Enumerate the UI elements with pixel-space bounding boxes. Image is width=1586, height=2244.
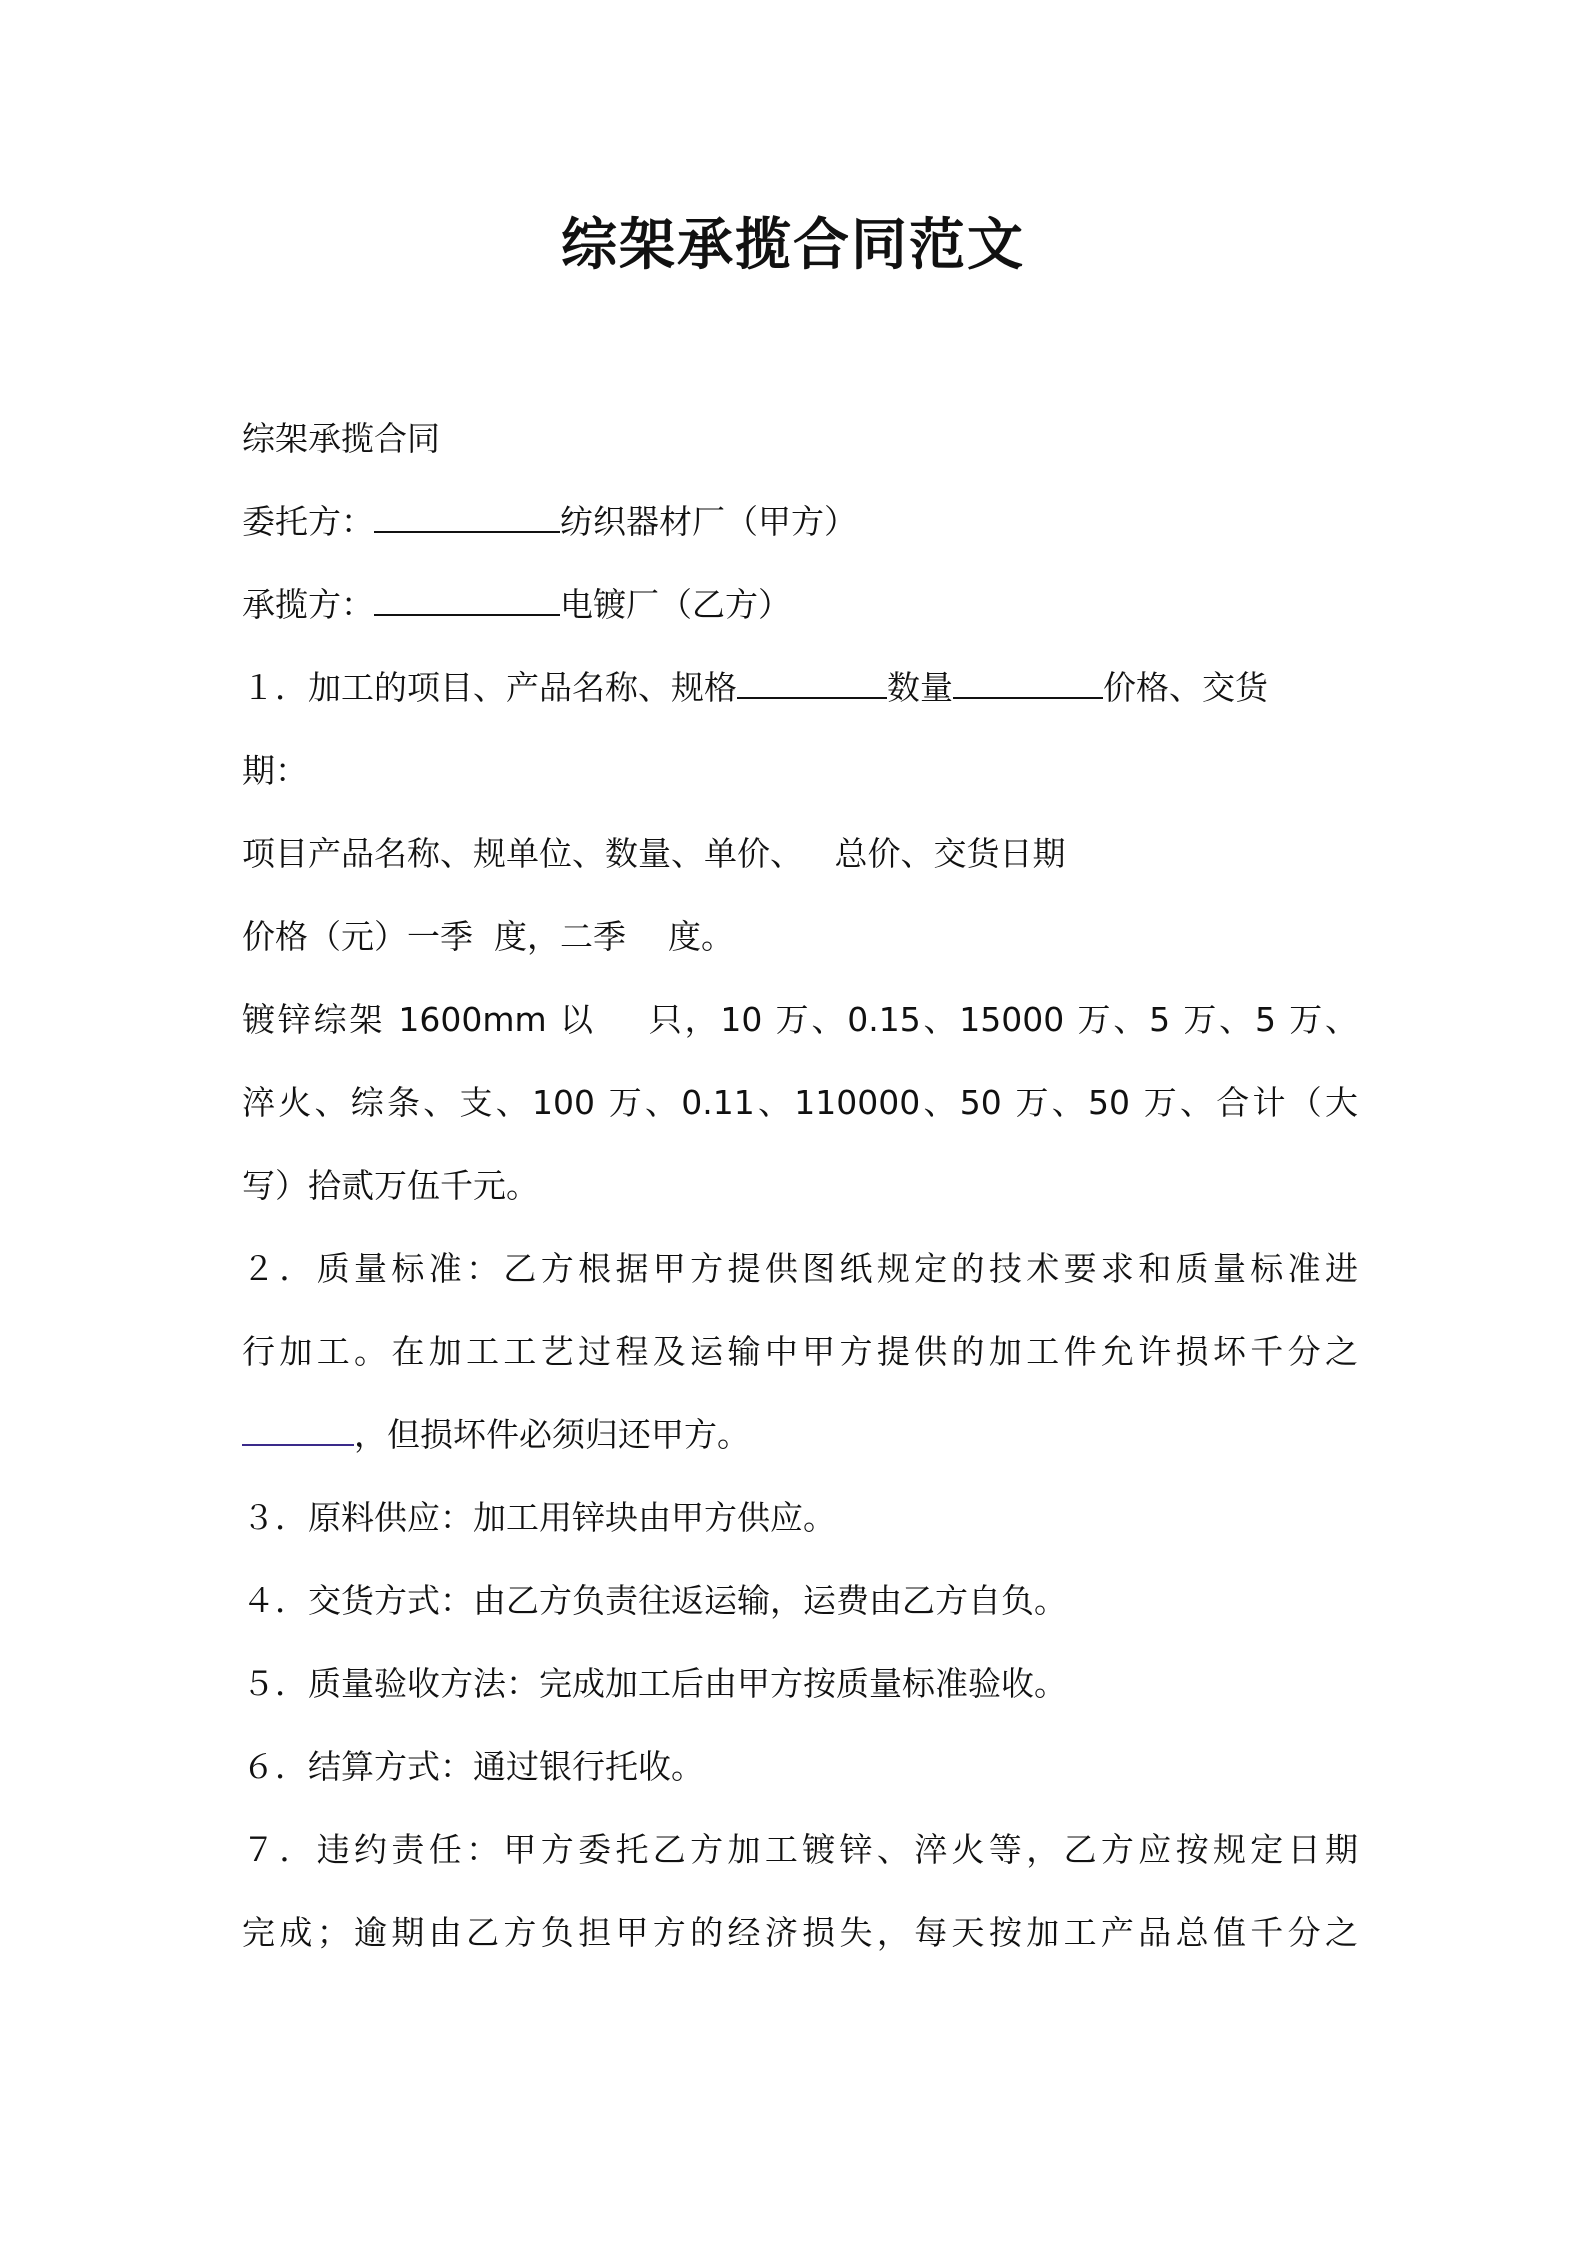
clause-3: ３．原料供应：加工用锌块由甲方供应。 <box>242 1498 836 1537</box>
table-header-line-1: 项目产品名称、规单位、数量、单价、 总价、交货日期 <box>242 834 1066 873</box>
clause-7-line-1: ７．违约责任：甲方委托乙方加工镀锌、淬火等，乙方应按规定日期 <box>242 1830 1358 1869</box>
clause-2-line-3 <box>242 1393 1358 1476</box>
clause-1-line-1 <box>242 646 1358 729</box>
damage-rate-blank <box>242 1416 354 1446</box>
clause-1-prefix: １．加工的项目、产品名称、规格 <box>242 668 737 707</box>
clause-2-line-2: 行加工。在加工工艺过程及运输中甲方提供的加工件允许损坏千分之 <box>242 1332 1358 1371</box>
spec-blank <box>737 669 887 699</box>
items-line-2: 淬火、综条、支、100 万、0.11、110000、50 万、50 万、合计（大 <box>242 1083 1358 1122</box>
clause-4: ４．交货方式：由乙方负责往返运输，运费由乙方自负。 <box>242 1581 1067 1620</box>
clause-5: ５．质量验收方法：完成加工后由甲方按质量标准验收。 <box>242 1664 1067 1703</box>
contractor-label: 承揽方： <box>242 585 374 624</box>
contract-body <box>242 397 1358 1974</box>
items-line-3: 写）拾贰万伍千元。 <box>242 1166 539 1205</box>
clause-1-middle: 数量 <box>887 668 953 707</box>
clause-2-line-3-text: ，但损坏件必须归还甲方。 <box>354 1415 750 1454</box>
contract-heading: 综架承揽合同 <box>242 419 440 458</box>
quantity-blank <box>953 669 1103 699</box>
clause-1-suffix: 价格、交货 <box>1103 668 1268 707</box>
clause-7-line-2: 完成；逾期由乙方负担甲方的经济损失，每天按加工产品总值千分之 <box>242 1913 1358 1952</box>
table-header-line-2: 价格（元）一季 度，二季 度。 <box>242 917 734 956</box>
document-title: 综架承揽合同范文 <box>561 213 1025 278</box>
contractor-blank <box>374 586 560 616</box>
clause-2-line-1: ２．质量标准：乙方根据甲方提供图纸规定的技术要求和质量标准进 <box>242 1249 1358 1288</box>
contractor-line <box>242 563 1358 646</box>
client-line <box>242 480 1358 563</box>
client-label: 委托方： <box>242 502 374 541</box>
client-blank <box>374 503 560 533</box>
clause-6: ６．结算方式：通过银行托收。 <box>242 1747 704 1786</box>
client-name: 纺织器材厂（甲方） <box>560 502 857 541</box>
clause-1-line-2: 期： <box>242 751 308 790</box>
contractor-name: 电镀厂（乙方） <box>560 585 791 624</box>
items-line-1: 镀锌综架 1600mm 以 只，10 万、0.15、15000 万、5 万、5 万、 <box>242 1000 1358 1039</box>
